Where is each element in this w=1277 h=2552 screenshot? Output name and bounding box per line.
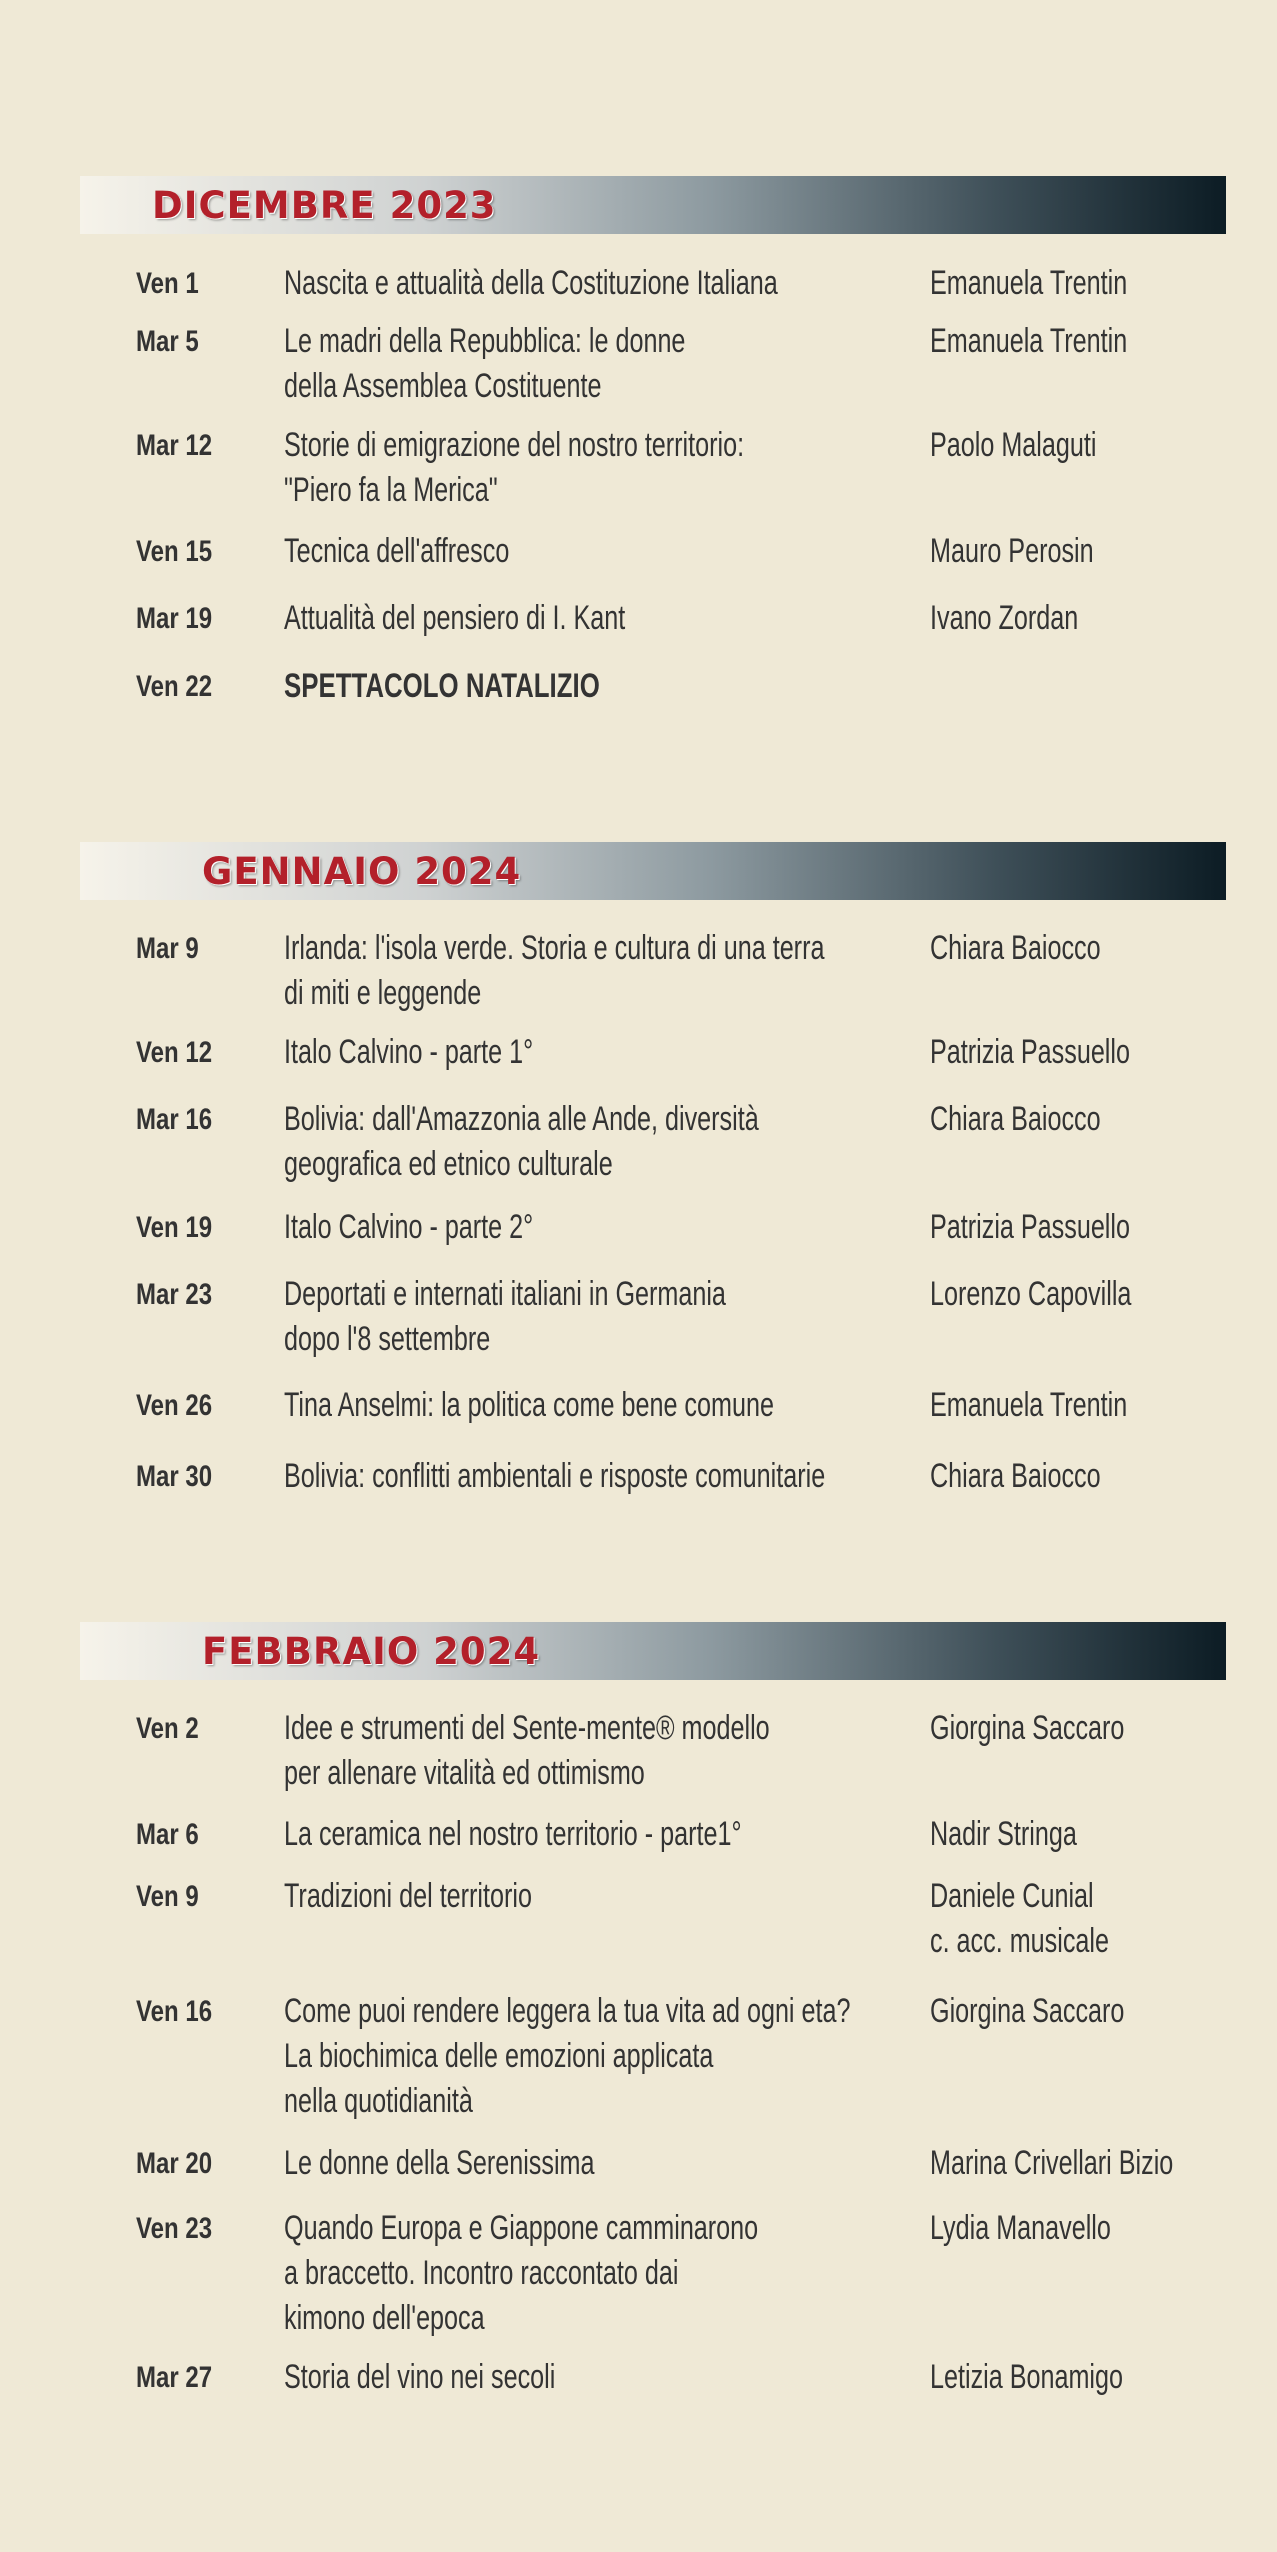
- event-topic: Tradizioni del territorio: [284, 1877, 532, 1915]
- event-topic: Storie di emigrazione del nostro territorio: "Piero fa la Merica": [284, 426, 745, 509]
- event-speaker: Chiara Baiocco: [930, 929, 1101, 967]
- event-speaker: Lydia Manavello: [930, 2209, 1111, 2247]
- event-speaker: Daniele Cunial c. acc. musicale: [930, 1877, 1109, 1960]
- event-speaker: Marina Crivellari Bizio: [930, 2144, 1174, 2182]
- event-date: Ven 12: [136, 1036, 213, 1069]
- event-topic: Italo Calvino - parte 1°: [284, 1033, 534, 1071]
- month-title: DICEMBRE 2023: [152, 184, 497, 227]
- event-speaker: Emanuela Trentin: [930, 264, 1128, 302]
- event-speaker: Letizia Bonamigo: [930, 2358, 1124, 2396]
- event-date: Ven 22: [136, 670, 213, 703]
- event-date: Mar 27: [136, 2361, 213, 2394]
- event-speaker: Emanuela Trentin: [930, 322, 1128, 360]
- event-topic: Tecnica dell'affresco: [284, 532, 510, 570]
- event-topic: Le donne della Serenissima: [284, 2144, 595, 2182]
- event-topic: Idee e strumenti del Sente-mente® modello per allenare vitalità ed ottimismo: [284, 1709, 770, 1792]
- event-date: Ven 16: [136, 1995, 213, 2028]
- event-date: Mar 6: [136, 1818, 199, 1851]
- event-topic: Attualità del pensiero di I. Kant: [284, 599, 626, 637]
- event-topic: Come puoi rendere leggera la tua vita ad ogni eta? La biochimica delle emozioni applicata nella quotidianità: [284, 1992, 851, 2120]
- event-speaker: Giorgina Saccaro: [930, 1709, 1125, 1747]
- event-speaker: Chiara Baiocco: [930, 1457, 1101, 1495]
- event-topic: La ceramica nel nostro territorio - parte1°: [284, 1815, 742, 1853]
- event-speaker: Paolo Malaguti: [930, 426, 1097, 464]
- event-speaker: Ivano Zordan: [930, 599, 1079, 637]
- event-speaker: Patrizia Passuello: [930, 1033, 1130, 1071]
- event-date: Mar 30: [136, 1460, 213, 1493]
- event-topic: SPETTACOLO NATALIZIO: [284, 667, 600, 705]
- month-title: GENNAIO 2024: [202, 850, 522, 893]
- event-date: Ven 1: [136, 267, 199, 300]
- event-topic: Storia del vino nei secoli: [284, 2358, 556, 2396]
- event-date: Mar 16: [136, 1103, 213, 1136]
- event-topic: Tina Anselmi: la politica come bene comune: [284, 1386, 774, 1424]
- event-date: Mar 19: [136, 602, 213, 635]
- event-date: Mar 9: [136, 932, 199, 965]
- event-date: Ven 19: [136, 1211, 213, 1244]
- month-header-band: [80, 842, 1226, 900]
- event-topic: Nascita e attualità della Costituzione Italiana: [284, 264, 778, 302]
- month-header-band: [80, 176, 1226, 234]
- event-date: Ven 15: [136, 535, 213, 568]
- event-date: Mar 5: [136, 325, 199, 358]
- event-speaker: Mauro Perosin: [930, 532, 1094, 570]
- event-date: Mar 23: [136, 1278, 213, 1311]
- event-date: Ven 23: [136, 2212, 213, 2245]
- event-date: Ven 9: [136, 1880, 199, 1913]
- event-topic: Italo Calvino - parte 2°: [284, 1208, 534, 1246]
- event-speaker: Chiara Baiocco: [930, 1100, 1101, 1138]
- event-speaker: Lorenzo Capovilla: [930, 1275, 1132, 1313]
- event-topic: Bolivia: conflitti ambientali e risposte comunitarie: [284, 1457, 826, 1495]
- event-date: Ven 2: [136, 1712, 199, 1745]
- event-speaker: Emanuela Trentin: [930, 1386, 1128, 1424]
- event-topic: Le madri della Repubblica: le donne della Assemblea Costituente: [284, 322, 686, 405]
- event-topic: Deportati e internati italiani in Germania dopo l'8 settembre: [284, 1275, 726, 1358]
- event-speaker: Nadir Stringa: [930, 1815, 1077, 1853]
- event-topic: Bolivia: dall'Amazzonia alle Ande, diversità geografica ed etnico culturale: [284, 1100, 759, 1183]
- event-topic: Quando Europa e Giappone camminarono a braccetto. Incontro raccontato dai kimono dell'epoca: [284, 2209, 759, 2337]
- month-title: FEBBRAIO 2024: [202, 1630, 541, 1673]
- event-topic: Irlanda: l'isola verde. Storia e cultura di una terra di miti e leggende: [284, 929, 825, 1012]
- event-date: Mar 12: [136, 429, 213, 462]
- event-date: Mar 20: [136, 2147, 213, 2180]
- month-header-band: [80, 1622, 1226, 1680]
- event-speaker: Giorgina Saccaro: [930, 1992, 1125, 2030]
- event-date: Ven 26: [136, 1389, 213, 1422]
- event-speaker: Patrizia Passuello: [930, 1208, 1130, 1246]
